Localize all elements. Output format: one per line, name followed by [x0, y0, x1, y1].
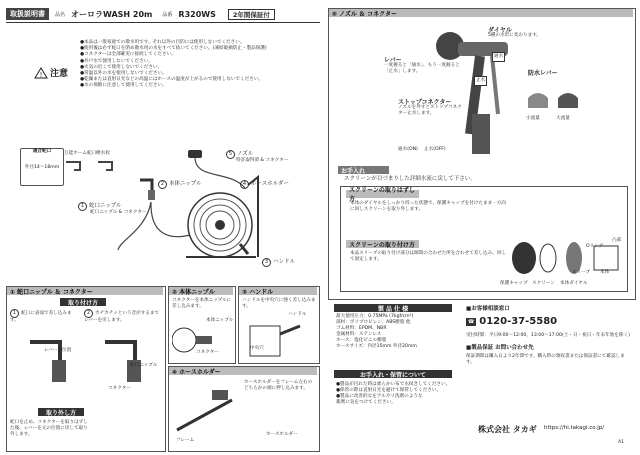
remove-text: 蛇口を止め、コネクターを取りはずした後、レバーを元の位置に戻して取り外します。 — [10, 420, 88, 437]
warning-triangle-icon — [34, 67, 48, 79]
lever-position-label: レバーの位置 — [44, 348, 72, 353]
screen-label-protrusion: 凸部 — [612, 238, 622, 243]
freedial — [466, 316, 557, 327]
screen-attach-heading: スクリーンの取り付け方 — [346, 240, 419, 248]
specs-list — [336, 314, 456, 350]
screen-label-oring: Oリング — [586, 244, 604, 249]
screen-label-body: 本体 — [600, 270, 610, 275]
stop-off-tag: 止水(OFF) — [424, 147, 446, 152]
spec-row: 最大使用圧力：0.75MPa (7kgf/cm²) — [336, 314, 414, 319]
s4-frame-label: フレーム — [176, 438, 195, 443]
s3-handle-label: ハンドル — [288, 312, 307, 317]
care-item: ●保管の際は直射日光を避けて保管してください。 — [336, 388, 442, 393]
part-label-5: 5 ノズル — [226, 150, 253, 159]
s2-text: コネクターを本体ニップルに差し込みます。 — [172, 298, 232, 309]
model-number: R320WS — [178, 9, 216, 19]
stop-tag: 止水 — [474, 76, 487, 86]
s1-nipple-label: 蛇口ニップル — [130, 363, 158, 368]
screen-remove-heading: スクリーンの取りはずし方 — [346, 190, 419, 198]
s3-text: ハンドルを中央穴に強く差し込みます。 — [242, 298, 316, 309]
product-name: オーロラWASH 20m — [71, 9, 153, 19]
caution-item: ●火気の近くで使用しないでください。 — [80, 64, 163, 70]
spec-row: ホース：塩化ビニル樹脂 — [336, 338, 387, 343]
caution-list — [80, 40, 320, 90]
maintenance-text: スクリーンが目づまりした詳細水流に戻して下さい。 — [344, 176, 476, 182]
part-label-5-sub: 特許取得済 & コネクター — [236, 158, 289, 163]
screen-label-cap: 保護キャップ — [500, 281, 528, 286]
care-list — [336, 382, 460, 406]
flow-on-tag: 通水(ON) — [398, 147, 418, 152]
section-2-title: ② 本体ニップル — [169, 287, 233, 295]
repair-title: ■製品保証 お問い合わせ先 — [466, 345, 534, 351]
section-1-title: ① 蛇口ニップル ＆ コネクター — [7, 287, 163, 295]
flow-tag: 通水 — [492, 52, 505, 62]
contact-hours: 受付時間：平日9:00～12:00、13:00～17:00(土・日・祝日・年末年始を除く) — [466, 333, 630, 338]
part-label-2: 2 本体ニップル — [158, 180, 202, 189]
attach-heading: 取り付け方 — [60, 298, 106, 306]
repair-text: 保証期間は購入日より2年間です。購入時の領収書または保証書にて確認します。 — [466, 354, 625, 365]
caution-label: 注意 — [50, 69, 69, 79]
faucet-type-1: 万能ホーム蛇口 — [64, 151, 97, 156]
s4-holder-label: ホースホルダー — [266, 432, 298, 437]
dial-text: 5種の水形に変わります。 — [488, 33, 542, 38]
part-label-3: 3 ハンドル — [262, 258, 295, 267]
faucet-compat-box: 適合蛇口 外径14～18mm — [20, 148, 64, 186]
part-label-1-sub: 蛇口ニップル & コネクター — [90, 210, 147, 215]
header — [6, 8, 306, 20]
stopper-label: ストップコネクター — [398, 99, 452, 106]
s2-nipple-label: 本体ニップル — [206, 318, 234, 323]
small-flow-label: 小流量 — [526, 116, 540, 121]
part-label-1: 1 蛇口ニップル — [78, 202, 122, 211]
contact-title: ■お客様相談窓口 — [466, 306, 510, 312]
company-name: 株式会社 タカギ — [478, 425, 537, 434]
anti-lever-label: 防水レバー — [528, 70, 558, 77]
care-item: 薬剤に気をつけてください。 — [336, 400, 396, 405]
header-rule — [6, 22, 320, 23]
screen-remove-text: 本体のダイヤルをしっかり持った状態で、保護キャップを付けたまま一方向に回しスクリーンを取り外します。 — [350, 201, 506, 212]
large-flow-label: 大流量 — [556, 116, 570, 121]
faucet-size: 外径14～18mm — [24, 165, 60, 170]
dial-label: ダイヤル — [488, 27, 512, 34]
section-4-title: ④ ホースホルダー — [169, 367, 317, 375]
care-item: ●製品が汚れた時は柔らかい布で水拭きしてください。 — [336, 382, 451, 387]
caution-item: ●使用後は必ず蛇口を閉め散水用の水をすべて抜いてください。(凍結破損防止・製品保護) — [80, 46, 267, 52]
spec-row: 金属材料：ステンレス — [336, 332, 382, 337]
specs-title: 製 品 仕 様 — [334, 304, 452, 312]
remove-heading: 取り外し方 — [38, 408, 84, 416]
s4-illustration — [172, 380, 242, 440]
lever-label: レバー — [384, 57, 402, 64]
s1-connector-label: コネクター — [108, 386, 131, 391]
warranty-badge: 2年間保証付 — [228, 9, 275, 20]
s4-text: ホースホルダーをフレーム左右のどちらかの端に押し込みます。 — [244, 380, 313, 391]
section-3-title: ③ ハンドル — [239, 287, 317, 295]
stopper-text: ノズルを外すとストップコネクター止水します。 — [398, 105, 462, 116]
svg-text:!: ! — [39, 70, 43, 79]
screen-label-screen: スクリーン — [532, 281, 555, 286]
model-label: 品番 — [162, 11, 173, 18]
part-label-4: 4 ホースホルダー — [240, 180, 289, 189]
s1-step2: 2 カチカチッという音がするまでレバーを戻します。 — [84, 310, 160, 323]
s2-connector-label: コネクター — [196, 350, 219, 355]
s1-illustration — [10, 332, 160, 388]
doc-title: 取扱説明書 — [6, 8, 49, 20]
faucet-type-2: 横水栓 — [96, 151, 110, 156]
spec-row: 部材：ポリプロピレン、ABS樹脂 他 — [336, 320, 411, 325]
freedial-number: 0120-37-5580 — [479, 316, 558, 327]
maintenance-title: お手入れ — [338, 166, 389, 174]
care-item: ●製品に改善的なをアルカリ洗剤のような — [336, 394, 423, 399]
doc-code: A1 — [618, 440, 625, 445]
screen-label-dial: 本体ダイヤル — [560, 281, 588, 286]
company-url[interactable]: https://hi.takagi.co.jp/ — [544, 425, 605, 431]
care-title: お手入れ・保管について — [334, 370, 452, 378]
name-label: 品名 — [55, 11, 66, 18]
caution-mark — [34, 66, 68, 79]
lever-text: 一度握ると「通水」、もう一度握ると「止水」します。 — [384, 63, 460, 74]
spec-row: ホースサイズ：内径15mm 外径20mm — [336, 344, 417, 349]
caution-item: ●乾燥または直射日光などの高温にはホースの温度が上がるので使用しないでください。 — [80, 77, 263, 83]
s3-center-label: 中央穴 — [250, 346, 264, 351]
caution-item: ●本品は一般家庭での散水用です。それ以外の目的には使用しないでください。 — [80, 40, 245, 45]
spec-row: ゴム材料：EPDM、NBR — [336, 326, 387, 331]
caution-item: ●水の飛散に注意して使用してください。 — [80, 83, 167, 89]
screen-attach-text: 本品スリーブの取り付け部分は隙間の合わせた所を合わせて差し込み、回して固定します。 — [350, 251, 507, 262]
caution-item: ●常温以外の水を使用しないでください。 — [80, 71, 167, 77]
flow-rate-illustration — [524, 88, 584, 116]
section-5-title: ⑤ ノズル ＆ コネクター — [329, 9, 633, 17]
freedial-icon: ☎ — [468, 318, 475, 325]
s1-step1: 1 蛇口に表面で差し込みます。 — [10, 310, 72, 323]
screen-label-sleeve: スリーブ — [572, 270, 591, 275]
caution-item: ●井戸水で使用しないでください。 — [80, 58, 153, 64]
caution-item: ●コネクターは全部確実に接続してください。 — [80, 52, 176, 58]
